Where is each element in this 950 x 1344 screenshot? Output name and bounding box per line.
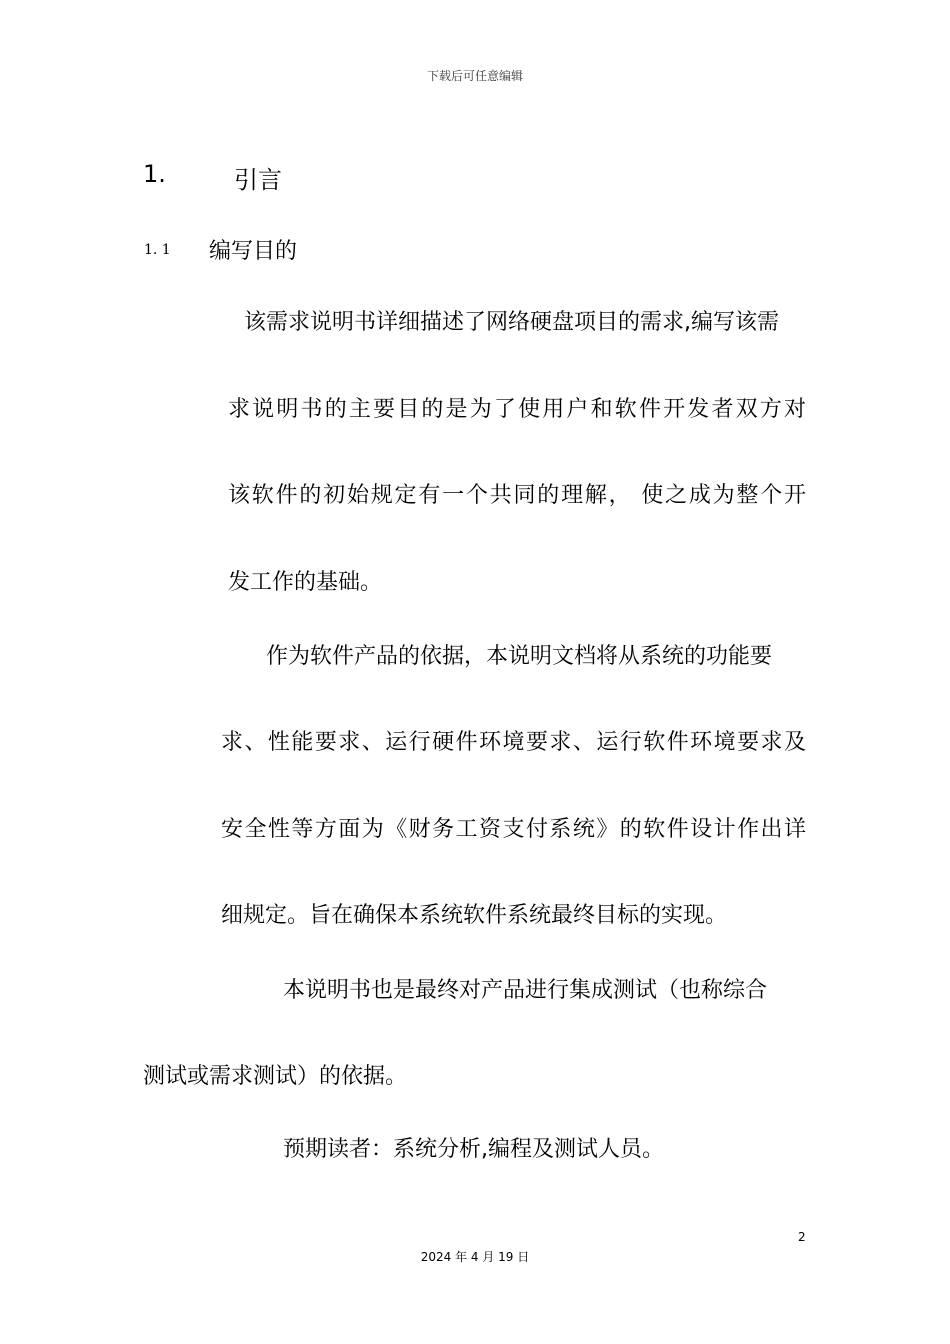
paragraph-1-line-3: 该软件的初始规定有一个共同的理解， 使之成为整个开: [228, 483, 806, 508]
paragraph-2-line-1: 作为软件产品的依据，本说明文档将从系统的功能要: [266, 644, 773, 669]
paragraph-1-line-4: 发工作的基础。: [228, 570, 383, 595]
subsection-number: 1. 1: [144, 242, 171, 258]
paragraph-4-line-1: 预期读者：系统分析,编程及测试人员。: [283, 1137, 664, 1162]
footer-date: 2024 年 4 月 19 日: [420, 1250, 530, 1264]
section-title: 引言: [234, 166, 282, 194]
paragraph-2-line-2: 求、性能要求、运行硬件环境要求、运行软件环境要求及: [221, 730, 806, 755]
paragraph-1-line-2: 求说明书的主要目的是为了使用户和软件开发者双方对: [228, 397, 806, 422]
paragraph-2-line-3: 安全性等方面为《财务工资支付系统》的软件设计作出详: [221, 817, 806, 842]
paragraph-3-line-1: 本说明书也是最终对产品进行集成测试（也称综合: [283, 978, 768, 1003]
page-number: 2: [798, 1230, 806, 1244]
paragraph-3-line-2: 测试或需求测试）的依据。: [143, 1064, 408, 1089]
section-number: 1.: [143, 160, 166, 188]
paragraph-1-line-1: 该需求说明书详细描述了网络硬盘项目的需求,编写该需: [244, 310, 779, 335]
paragraph-2-line-4: 细规定。旨在确保本系统软件系统最终目标的实现。: [221, 903, 728, 928]
header-note: 下载后可任意编辑: [426, 69, 523, 83]
subsection-title: 编写目的: [209, 239, 298, 264]
